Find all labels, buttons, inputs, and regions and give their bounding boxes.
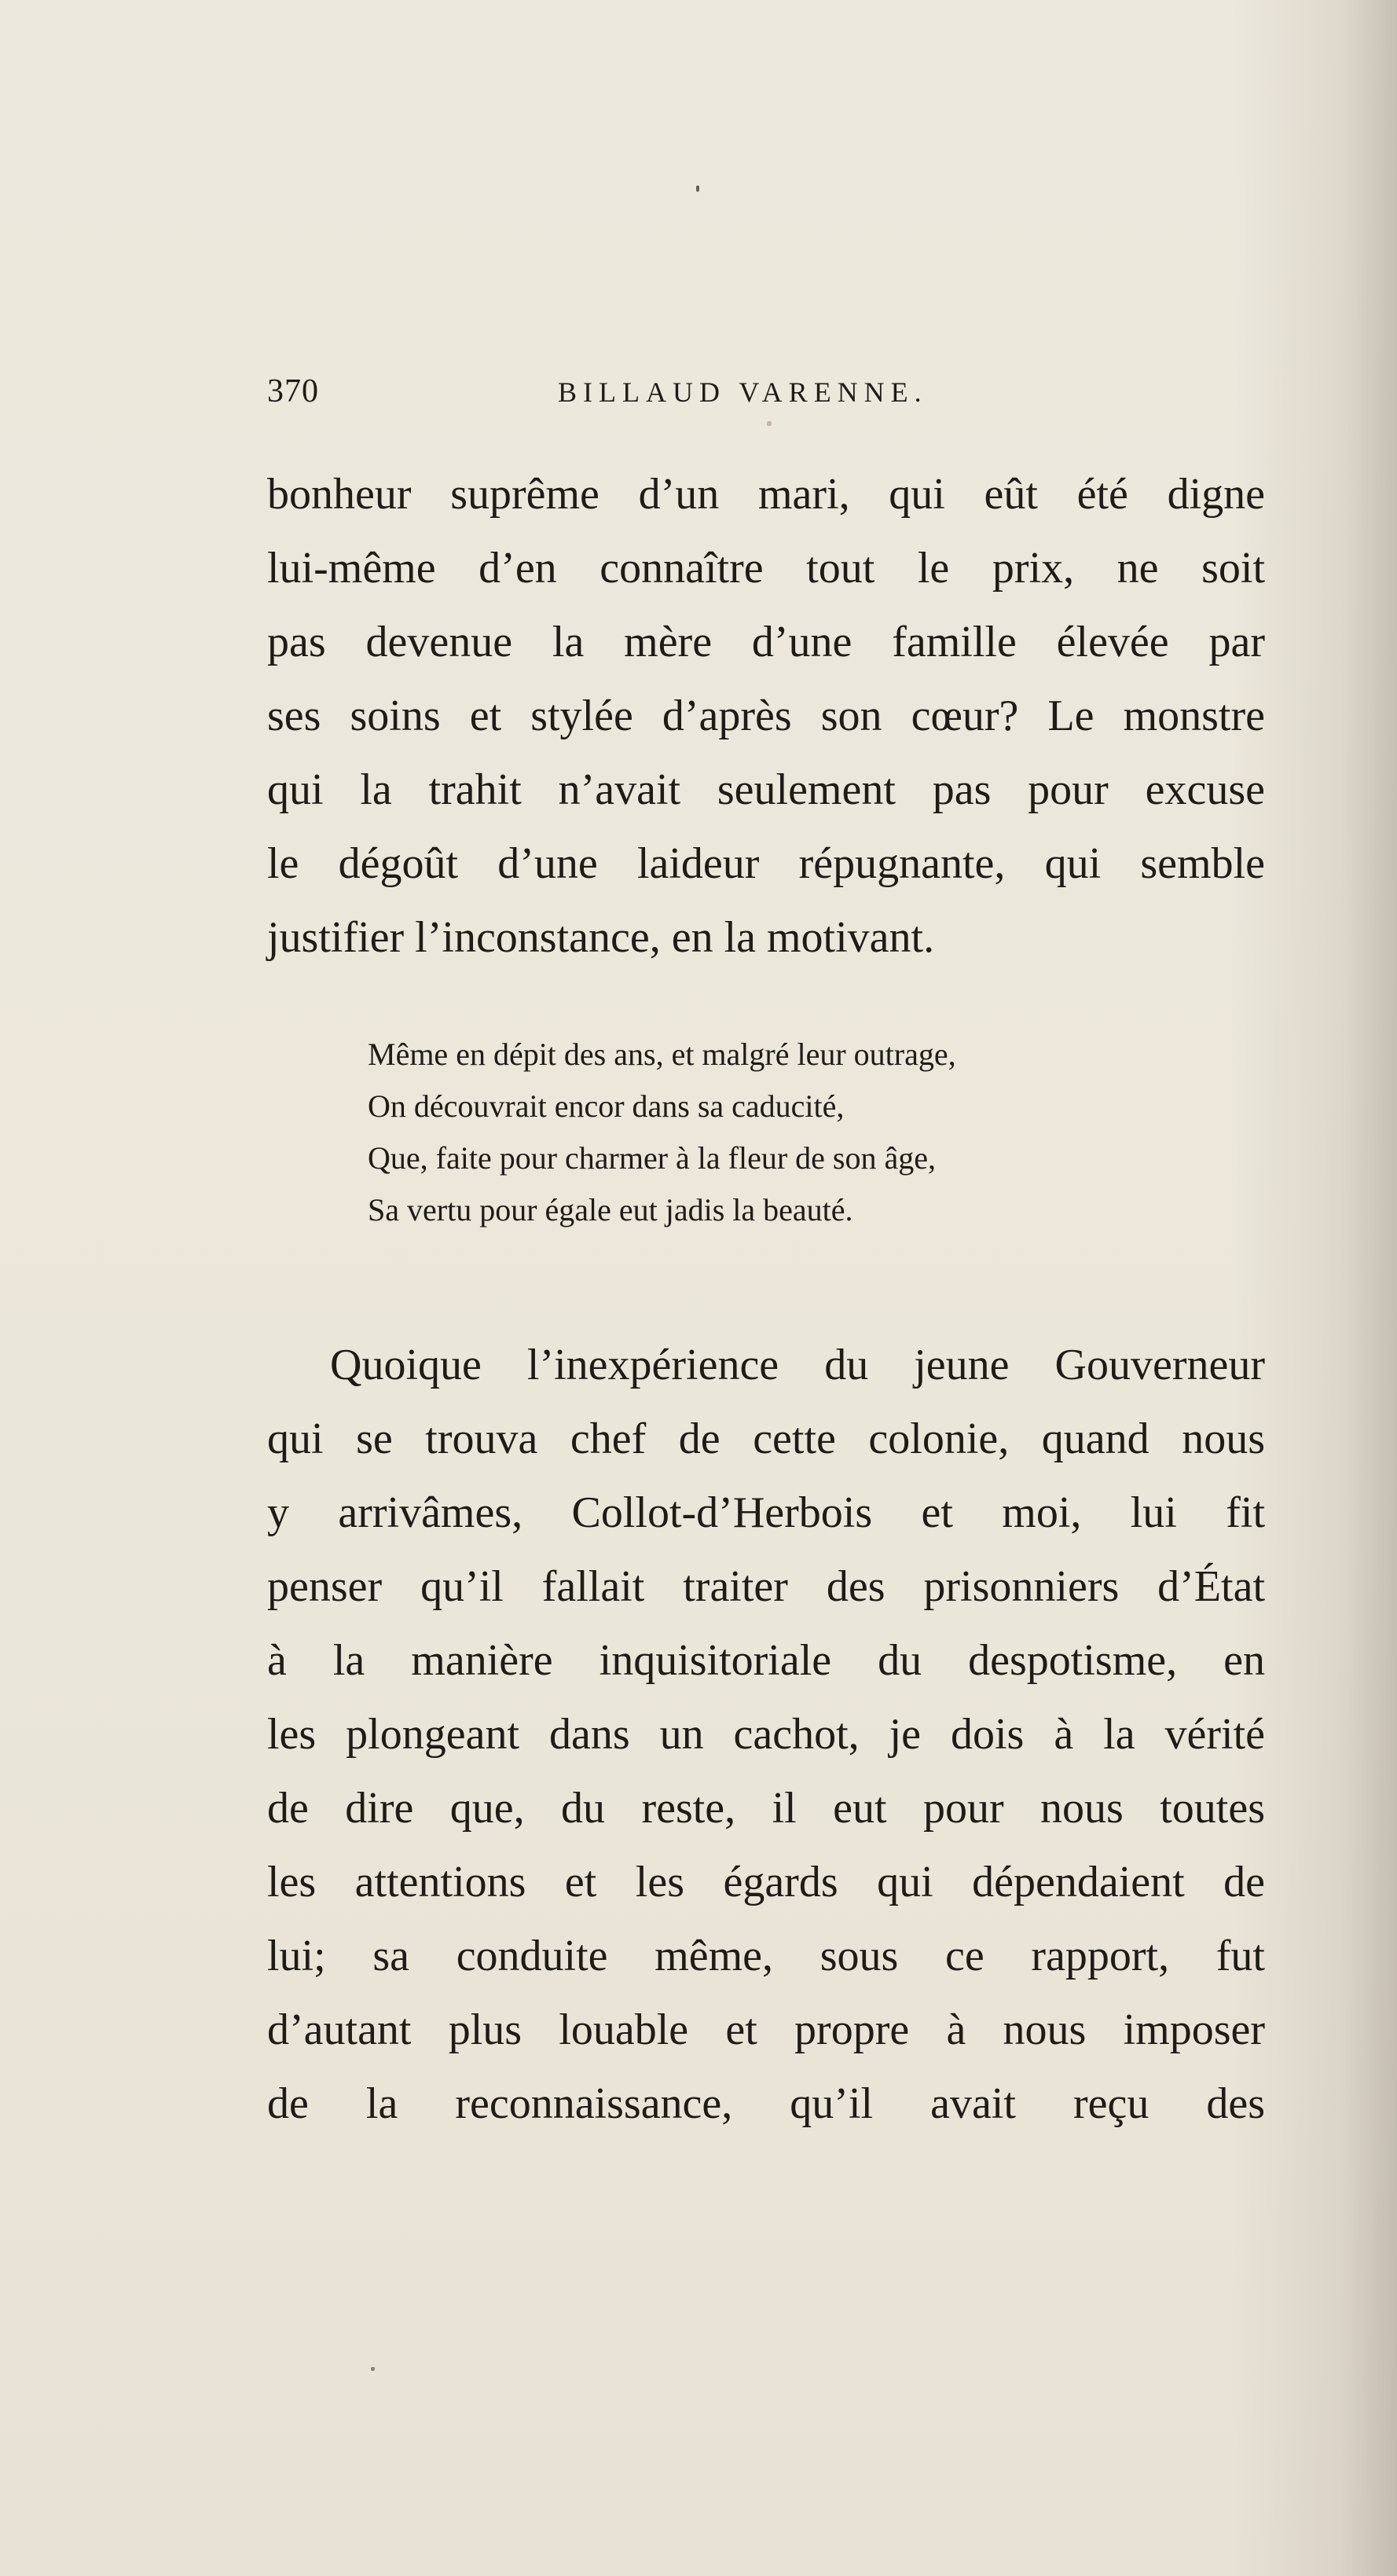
text-line: le dégoût d’une laideur répugnante, qui semble (267, 839, 1265, 888)
text-line: qui se trouva chef de cette colonie, quand nous (267, 1415, 1265, 1463)
text-line: les attentions et les égards qui dépendaient de (267, 1858, 1265, 1906)
ink-speck (371, 2367, 375, 2371)
page-header (267, 372, 1053, 416)
text-line: d’autant plus louable et propre à nous imposer (267, 2005, 1265, 2054)
text-line: y arrivâmes, Collot-d’Herbois et moi, lui fit (267, 1488, 1265, 1537)
text-line: lui; sa conduite même, sous ce rapport, fut (267, 1932, 1265, 1980)
verse-line: On découvrait encor dans sa caducité, (368, 1088, 845, 1124)
verse-line: Même en dépit des ans, et malgré leur outrage, (368, 1037, 956, 1072)
ink-speck (696, 185, 699, 192)
page-number: 370 (267, 373, 319, 409)
paragraph-2 (267, 1328, 1265, 2141)
text-line: de dire que, du reste, il eut pour nous toutes (267, 1784, 1265, 1833)
text-line: Quoique l’inexpérience du jeune Gouverneur (330, 1341, 1265, 1389)
text-line: penser qu’il fallait traiter des prisonniers d’État (267, 1562, 1265, 1611)
paragraph-1 (267, 457, 1265, 974)
verse-quotation (368, 1029, 956, 1236)
text-line: pas devenue la mère d’une famille élevée par (267, 618, 1265, 666)
verse-line: Sa vertu pour égale eut jadis la beauté. (368, 1192, 853, 1227)
running-head: BILLAUD VARENNE. (558, 376, 928, 408)
text-line: les plongeant dans un cachot, je dois à la vérité (267, 1710, 1265, 1759)
ink-speck (767, 421, 772, 426)
verse-line: Que, faite pour charmer à la fleur de son âge, (368, 1140, 936, 1176)
text-line: à la manière inquisitoriale du despotisme, en (267, 1636, 1265, 1685)
text-line: justifier l’inconstance, en la motivant. (267, 913, 935, 962)
text-line: ses soins et stylée d’après son cœur? Le monstre (267, 692, 1265, 740)
text-line: bonheur suprême d’un mari, qui eût été digne (267, 470, 1265, 519)
text-line: de la reconnaissance, qu’il avait reçu des (267, 2079, 1265, 2128)
text-line: lui-même d’en connaître tout le prix, ne soit (267, 544, 1265, 593)
text-line: qui la trahit n’avait seulement pas pour excuse (267, 765, 1265, 814)
